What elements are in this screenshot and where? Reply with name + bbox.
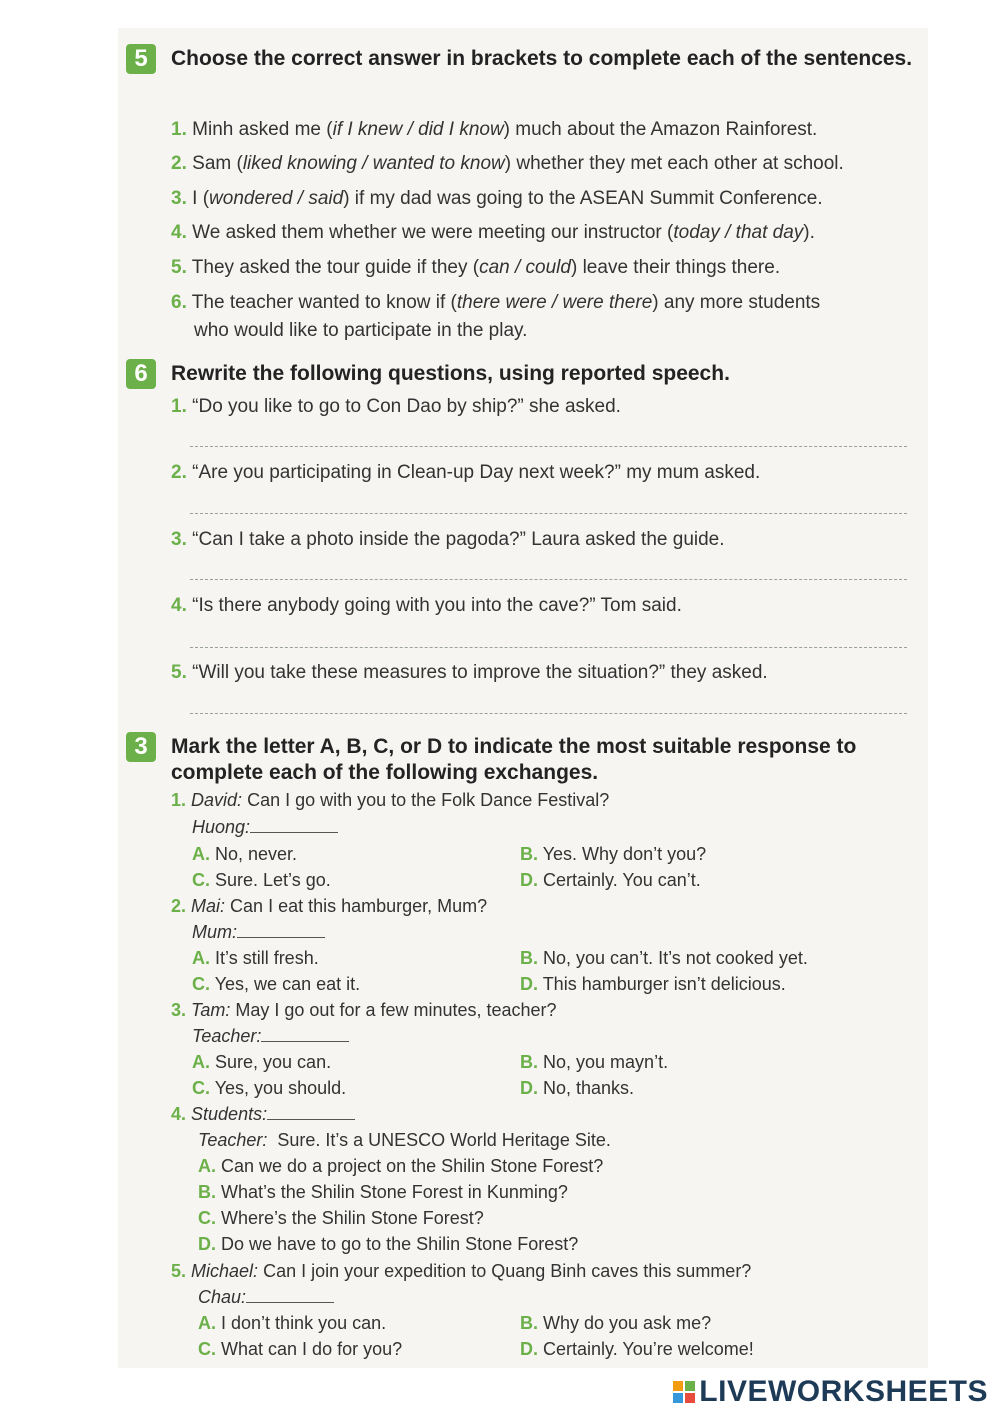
- speaker: David:: [191, 790, 243, 810]
- answer-blank[interactable]: [250, 818, 338, 833]
- s3-q2-option-d[interactable]: [520, 972, 786, 996]
- answer-line-5[interactable]: [190, 713, 907, 714]
- s3-q3-option-a[interactable]: [192, 1050, 331, 1074]
- item-number: 2.: [171, 896, 187, 916]
- option-letter: C.: [198, 1208, 216, 1228]
- s3-q4-option-a[interactable]: [198, 1154, 603, 1178]
- option-letter: B.: [520, 1313, 538, 1333]
- item-text: I (: [192, 188, 210, 209]
- s3-q5-option-d[interactable]: [520, 1337, 754, 1361]
- speaker: Teacher:: [192, 1026, 262, 1046]
- s3-q1-option-d[interactable]: [520, 868, 701, 892]
- section-6-heading: Rewrite the following questions, using reported speech.: [171, 362, 730, 385]
- answer-blank[interactable]: [246, 1288, 334, 1303]
- item-text: “Do you like to go to Con Dao by ship?” she asked.: [192, 396, 621, 417]
- liveworksheets-logo[interactable]: [673, 1375, 988, 1409]
- s3-q2-option-a[interactable]: [192, 946, 319, 970]
- item-number: 3.: [171, 1000, 187, 1020]
- option-letter: A.: [192, 1052, 210, 1072]
- option-text: No, you mayn’t.: [543, 1052, 669, 1072]
- bracket-choice[interactable]: liked knowing / wanted to know: [242, 153, 505, 174]
- item-text: Sam (: [192, 153, 243, 174]
- option-letter: A.: [198, 1156, 216, 1176]
- option-text: It’s still fresh.: [215, 948, 319, 968]
- s5-item-6-continued: who would like to participate in the play.: [194, 320, 528, 341]
- s3-q5-reply: [198, 1285, 334, 1309]
- prompt-text: Sure. It’s a UNESCO World Heritage Site.: [267, 1130, 611, 1150]
- s5-item-2[interactable]: [171, 151, 844, 177]
- option-text: Certainly. You can’t.: [543, 870, 701, 890]
- item-text: “Is there anybody going with you into the cave?” Tom said.: [192, 595, 682, 616]
- s3-q3-option-d[interactable]: [520, 1076, 634, 1100]
- s3-q1-reply: [192, 815, 338, 839]
- item-number: 2.: [171, 153, 187, 174]
- item-number: 3.: [171, 188, 187, 209]
- section-6-badge: 6: [126, 359, 156, 389]
- s3-q5-option-a[interactable]: [198, 1311, 386, 1335]
- s3-q5-option-c[interactable]: [198, 1337, 402, 1361]
- option-text: Sure. Let’s go.: [215, 870, 331, 890]
- item-text: ) much about the Amazon Rainforest.: [503, 119, 818, 140]
- option-text: Yes. Why don’t you?: [542, 844, 707, 864]
- item-number: 4.: [171, 1104, 187, 1124]
- option-letter: A.: [192, 948, 210, 968]
- s5-item-5[interactable]: [171, 255, 780, 281]
- s3-q3-option-b[interactable]: [520, 1050, 668, 1074]
- option-letter: D.: [520, 870, 538, 890]
- s3-q2-option-c[interactable]: [192, 972, 360, 996]
- s3-q4-option-c[interactable]: [198, 1206, 484, 1230]
- answer-line-4[interactable]: [190, 647, 907, 648]
- answer-line-1[interactable]: [190, 446, 907, 447]
- item-text: “Can I take a photo inside the pagoda?” Laura asked the guide.: [192, 529, 725, 550]
- speaker: Huong:: [192, 817, 251, 837]
- answer-blank[interactable]: [261, 1027, 349, 1042]
- s5-item-1[interactable]: [171, 117, 817, 143]
- option-text: Certainly. You’re welcome!: [543, 1339, 754, 1359]
- s5-item-3[interactable]: [171, 186, 823, 212]
- option-letter: D.: [520, 974, 538, 994]
- option-text: This hamburger isn’t delicious.: [542, 974, 786, 994]
- item-number: 5.: [171, 1261, 187, 1281]
- item-number: 4.: [171, 222, 187, 243]
- prompt-text: May I go out for a few minutes, teacher?: [230, 1000, 557, 1020]
- option-text: Sure, you can.: [215, 1052, 332, 1072]
- s3-q1-option-a[interactable]: [192, 842, 297, 866]
- s3-q1-option-b[interactable]: [520, 842, 706, 866]
- option-text: I don’t think you can.: [221, 1313, 387, 1333]
- s3-q5-option-b[interactable]: [520, 1311, 711, 1335]
- option-letter: C.: [192, 974, 210, 994]
- item-number: 2.: [171, 462, 187, 483]
- answer-blank[interactable]: [237, 923, 325, 938]
- bracket-choice[interactable]: today / that day: [673, 222, 804, 243]
- section-5-badge: 5: [126, 44, 156, 74]
- s6-item-1: [171, 394, 621, 420]
- option-letter: D.: [198, 1234, 216, 1254]
- item-text: They asked the tour guide if they (: [191, 257, 480, 278]
- liveworksheets-logo-icon: [673, 1381, 695, 1403]
- item-text: The teacher wanted to know if (: [191, 292, 457, 313]
- item-text: “Are you participating in Clean-up Day next week?” my mum asked.: [192, 462, 761, 483]
- option-text: Why do you ask me?: [543, 1313, 712, 1333]
- s6-item-4: [171, 593, 682, 619]
- item-text: ) whether they met each other at school.: [504, 153, 844, 174]
- item-text: “Will you take these measures to improve the situation?” they asked.: [192, 662, 768, 683]
- s3-q4-option-d[interactable]: [198, 1232, 578, 1256]
- brand-name: LIVEWORKSHEETS: [699, 1375, 988, 1408]
- s6-item-5: [171, 660, 768, 686]
- item-text: ) if my dad was going to the ASEAN Summit Conference.: [343, 188, 823, 209]
- section-3-badge: 3: [126, 732, 156, 762]
- speaker: Tam:: [191, 1000, 231, 1020]
- item-number: 1.: [171, 790, 187, 810]
- option-text: No, thanks.: [543, 1078, 635, 1098]
- speaker: Mum:: [192, 922, 237, 942]
- section-3-heading-line-2: complete each of the following exchanges.: [171, 761, 599, 784]
- bracket-choice[interactable]: if I knew / did I know: [332, 119, 504, 140]
- item-text: ).: [803, 222, 815, 243]
- s3-q4-option-b[interactable]: [198, 1180, 568, 1204]
- item-number: 5.: [171, 662, 187, 683]
- option-letter: C.: [198, 1339, 216, 1359]
- s3-q3-reply: [192, 1024, 349, 1048]
- s3-q5-prompt: [171, 1259, 751, 1283]
- answer-line-2[interactable]: [190, 513, 907, 514]
- item-text: Minh asked me (: [192, 119, 333, 140]
- speaker: Michael:: [191, 1261, 259, 1281]
- item-text: ) leave their things there.: [570, 257, 781, 278]
- answer-line-3[interactable]: [190, 579, 907, 580]
- option-letter: C.: [192, 870, 210, 890]
- item-text: We asked them whether we were meeting our instructor (: [192, 222, 674, 243]
- s3-q4-teacher-line: [198, 1128, 611, 1152]
- option-letter: D.: [520, 1078, 538, 1098]
- option-text: No, you can’t. It’s not cooked yet.: [543, 948, 808, 968]
- item-number: 5.: [171, 257, 187, 278]
- prompt-text: Can I go with you to the Folk Dance Festival?: [242, 790, 610, 810]
- option-text: Where’s the Shilin Stone Forest?: [221, 1208, 484, 1228]
- s5-item-4[interactable]: [171, 220, 815, 246]
- item-text: ) any more students: [652, 292, 821, 313]
- speaker: Chau:: [198, 1287, 247, 1307]
- option-letter: B.: [198, 1182, 216, 1202]
- s3-q2-prompt: [171, 894, 487, 918]
- option-text: Yes, we can eat it.: [214, 974, 361, 994]
- option-letter: B.: [520, 1052, 538, 1072]
- option-text: What can I do for you?: [221, 1339, 403, 1359]
- option-text: Can we do a project on the Shilin Stone Forest?: [221, 1156, 604, 1176]
- option-letter: B.: [520, 948, 538, 968]
- speaker: Teacher:: [198, 1130, 268, 1150]
- s3-q1-prompt: [171, 788, 609, 812]
- item-number: 3.: [171, 529, 187, 550]
- prompt-text: Can I join your expedition to Quang Binh caves this summer?: [258, 1261, 752, 1281]
- option-letter: C.: [192, 1078, 210, 1098]
- item-number: 4.: [171, 595, 187, 616]
- answer-blank[interactable]: [267, 1105, 355, 1120]
- s3-q1-option-c[interactable]: [192, 868, 331, 892]
- section-3-heading-line-1: Mark the letter A, B, C, or D to indicate the most suitable response to: [171, 735, 857, 758]
- s5-item-6[interactable]: [171, 290, 820, 316]
- bracket-choice[interactable]: wondered / said: [209, 188, 344, 209]
- item-number: 6.: [171, 292, 187, 313]
- s3-q2-reply: [192, 920, 325, 944]
- item-number: 1.: [171, 396, 187, 417]
- speaker: Mai:: [191, 896, 226, 916]
- s6-item-2: [171, 460, 760, 486]
- option-letter: A.: [192, 844, 210, 864]
- prompt-text: Can I eat this hamburger, Mum?: [225, 896, 488, 916]
- option-text: Yes, you should.: [214, 1078, 347, 1098]
- s3-q2-option-b[interactable]: [520, 946, 808, 970]
- s3-q4-prompt: [171, 1102, 355, 1126]
- section-5-heading: Choose the correct answer in brackets to complete each of the sentences.: [171, 47, 913, 70]
- s3-q3-prompt: [171, 998, 557, 1022]
- option-letter: A.: [198, 1313, 216, 1333]
- bracket-choice[interactable]: can / could: [479, 257, 571, 278]
- s6-item-3: [171, 527, 725, 553]
- option-letter: B.: [520, 844, 538, 864]
- option-letter: D.: [520, 1339, 538, 1359]
- option-text: Do we have to go to the Shilin Stone Forest?: [221, 1234, 579, 1254]
- bracket-choice[interactable]: there were / were there: [456, 292, 653, 313]
- item-number: 1.: [171, 119, 187, 140]
- option-text: No, never.: [215, 844, 298, 864]
- speaker: Students:: [191, 1104, 268, 1124]
- option-text: What’s the Shilin Stone Forest in Kunming?: [221, 1182, 568, 1202]
- s3-q3-option-c[interactable]: [192, 1076, 346, 1100]
